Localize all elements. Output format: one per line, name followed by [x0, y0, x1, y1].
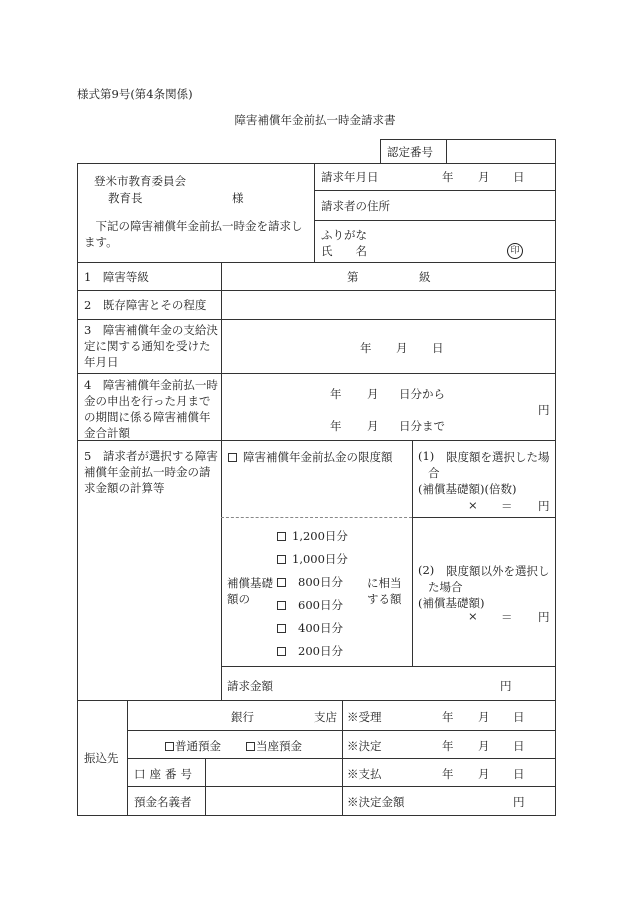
days-option-5[interactable] — [277, 620, 343, 636]
paid-month: 月 — [478, 767, 490, 781]
row1-label: 1 障害等級 — [84, 270, 149, 284]
opt2-formula: (補償基礎額) — [418, 596, 485, 610]
opt2-equals: ＝ — [501, 610, 513, 624]
row4-year-to: 年 — [330, 419, 342, 433]
claim-date-label: 請求年月日 — [321, 170, 379, 184]
transfer-to-label: 振込先 — [84, 751, 119, 765]
days-label-3: 800日分 — [298, 575, 343, 589]
current-checkbox[interactable] — [246, 742, 255, 751]
days-label-2: 1,000日分 — [292, 552, 348, 566]
paid-year: 年 — [442, 767, 454, 781]
form-number: 様式第9号(第4条関係) — [77, 87, 193, 101]
addressee-sama: 様 — [232, 191, 244, 205]
decided-label: ※決定 — [347, 739, 382, 753]
row3-year: 年 — [360, 341, 372, 355]
current-label: 当座預金 — [256, 739, 302, 753]
days-checkbox-6[interactable] — [277, 647, 286, 656]
claim-amount-yen: 円 — [500, 679, 512, 693]
account-number-label: 口座番号 — [134, 767, 196, 781]
row4-year-from: 年 — [330, 387, 342, 401]
opt2-times: × — [468, 609, 478, 623]
row4-yen: 円 — [538, 403, 550, 417]
claim-amount-label: 請求金額 — [227, 679, 273, 693]
equiv-amount-label: に相当する額 — [367, 576, 402, 606]
decided-day: 日 — [513, 739, 525, 753]
cert-number-label: 認定番号 — [387, 145, 433, 159]
days-label-6: 200日分 — [298, 644, 343, 658]
claim-date-year: 年 — [442, 170, 454, 184]
account-holder-label: 預金名義者 — [134, 795, 192, 809]
base-amount-label: 補償基礎額の — [227, 576, 273, 606]
limit-checkbox-label: 障害補償年金前払金の限度額 — [243, 450, 393, 464]
days-label-1: 1,200日分 — [292, 529, 348, 543]
days-option-3[interactable] — [277, 574, 343, 590]
opt1-text: 限度額を選択した場合 — [428, 450, 550, 480]
opt2-yen: 円 — [538, 610, 550, 624]
form-title: 障害補償年金前払一時金請求書 — [234, 113, 396, 127]
request-text: 下記の障害補償年金前払一時金を請求します。 — [84, 219, 303, 249]
row3-day: 日 — [432, 341, 444, 355]
opt1-yen: 円 — [538, 499, 550, 513]
seal-mark: 印 — [507, 243, 523, 259]
ordinary-checkbox[interactable] — [165, 742, 174, 751]
row1-kyu: 級 — [419, 270, 431, 284]
name-label: 氏 名 — [321, 244, 367, 258]
received-year: 年 — [442, 710, 454, 724]
furigana-label: ふりがな — [321, 228, 367, 242]
addressee-org: 登米市教育委員会 — [94, 174, 186, 188]
days-checkbox-1[interactable] — [277, 532, 286, 541]
days-option-2[interactable] — [277, 551, 348, 567]
claim-date-month: 月 — [478, 170, 490, 184]
row5-label: 5 請求者が選択する障害補償年金前払一時金の請求金額の計算等 — [84, 449, 218, 495]
row4-to-text: 日分まで — [399, 419, 445, 433]
row1-dai: 第 — [347, 270, 359, 284]
limit-option[interactable] — [228, 449, 393, 465]
received-month: 月 — [478, 710, 490, 724]
days-option-6[interactable] — [277, 643, 343, 659]
days-checkbox-2[interactable] — [277, 555, 286, 564]
ordinary-deposit-option[interactable] — [165, 738, 221, 754]
cert-number-field[interactable] — [447, 140, 555, 163]
opt2-text: 限度額以外を選択した場合 — [428, 564, 550, 594]
decided-year: 年 — [442, 739, 454, 753]
received-day: 日 — [513, 710, 525, 724]
row4-month-to: 月 — [367, 419, 379, 433]
ordinary-label: 普通預金 — [175, 739, 221, 753]
row3-month: 月 — [396, 341, 408, 355]
days-checkbox-3[interactable] — [277, 578, 286, 587]
opt1-equals: ＝ — [501, 499, 513, 513]
days-label-5: 400日分 — [298, 621, 343, 635]
opt2-number: (2) — [418, 563, 435, 577]
row4-from-text: 日分から — [399, 387, 445, 401]
days-label-4: 600日分 — [298, 598, 343, 612]
claim-date-day: 日 — [513, 170, 525, 184]
days-checkbox-4[interactable] — [277, 601, 286, 610]
decided-amount-yen: 円 — [513, 795, 525, 809]
row4-month-from: 月 — [367, 387, 379, 401]
opt1-times: × — [468, 498, 478, 512]
branch-label: 支店 — [314, 710, 337, 724]
current-deposit-option[interactable] — [246, 738, 302, 754]
bank-label: 銀行 — [231, 710, 254, 724]
addressee-title: 教育長 — [108, 191, 143, 205]
opt1-formula: (補償基礎額)(倍数) — [418, 482, 517, 496]
decided-month: 月 — [478, 739, 490, 753]
paid-label: ※支払 — [347, 767, 382, 781]
days-option-1[interactable] — [277, 528, 348, 544]
row4-label: 4 障害補償年金前払一時金の申出を行った月までの期間に係る障害補償年金合計額 — [84, 378, 218, 440]
limit-checkbox[interactable] — [228, 453, 237, 462]
row2-label: 2 既存障害とその程度 — [84, 298, 207, 312]
received-label: ※受理 — [347, 710, 382, 724]
paid-day: 日 — [513, 767, 525, 781]
row3-label: 3 障害補償年金の支給決定に関する通知を受けた年月日 — [84, 323, 218, 369]
address-label: 請求者の住所 — [321, 199, 390, 213]
days-option-4[interactable] — [277, 597, 343, 613]
decided-amount-label: ※決定金額 — [347, 795, 405, 809]
opt1-number: (1) — [418, 449, 435, 463]
days-checkbox-5[interactable] — [277, 624, 286, 633]
